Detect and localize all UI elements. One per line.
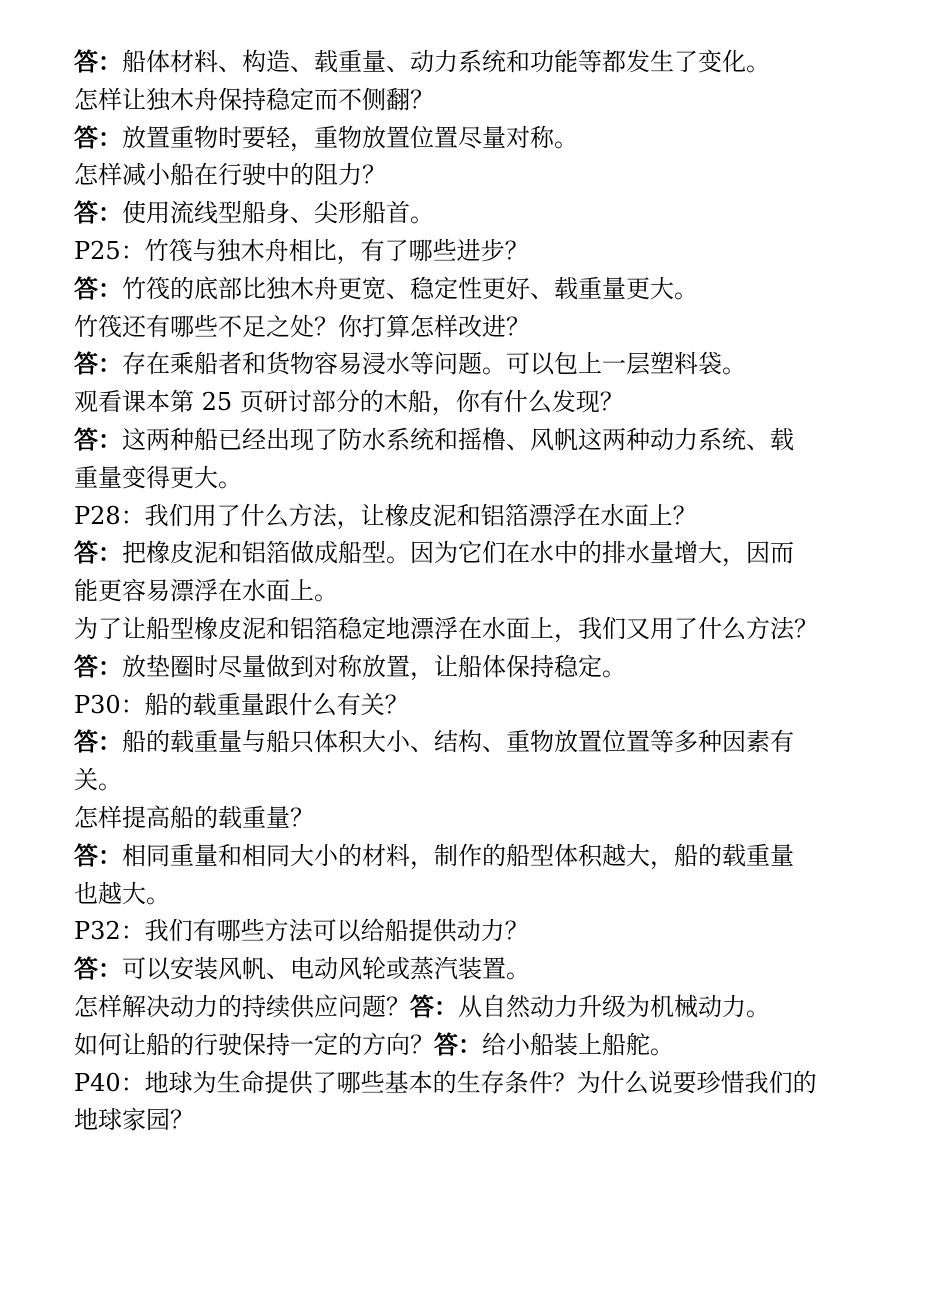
- question-line: [74, 82, 874, 120]
- question-text: P28：我们用了什么方法，让橡皮泥和铝箔漂浮在水面上？: [74, 501, 697, 530]
- answer-line: [74, 951, 874, 989]
- question-line: [74, 384, 874, 422]
- question-line: [74, 913, 874, 951]
- answer-text: 放垫圈时尽量做到对称放置，让船体保持稳定。: [122, 652, 626, 681]
- question-line: [74, 611, 874, 649]
- answer-line: [74, 838, 874, 876]
- answer-label: 答：: [74, 425, 122, 454]
- question-line: [74, 800, 874, 838]
- question-text: P40：地球为生命提供了哪些基本的生存条件？为什么说要珍惜我们的: [74, 1068, 817, 1097]
- question-text: 观看课本第 25 页研讨部分的木船，你有什么发现？: [74, 388, 624, 417]
- question-text: 如何让船的行驶保持一定的方向？: [74, 1030, 434, 1059]
- continuation-line: [74, 460, 874, 498]
- question-line: [74, 687, 874, 725]
- answer-label: 答：: [74, 955, 122, 984]
- answer-label: 答：: [74, 728, 122, 757]
- answer-line: [74, 120, 874, 158]
- continuation-line: [74, 1102, 874, 1140]
- answer-text: 船体材料、构造、载重量、动力系统和功能等都发生了变化。: [122, 48, 770, 76]
- answer-label: 答：: [74, 274, 122, 303]
- answer-text: 地球家园？: [74, 1106, 194, 1135]
- question-text: 怎样提高船的载重量？: [74, 803, 314, 832]
- answer-line: [74, 649, 874, 687]
- question-text: P30：船的载重量跟什么有关？: [74, 690, 409, 719]
- answer-text: 可以安装风帆、电动风轮或蒸汽装置。: [122, 955, 530, 984]
- answer-line: [74, 422, 874, 460]
- question-text: 怎样减小船在行驶中的阻力？: [74, 161, 386, 190]
- answer-label: 答：: [434, 1030, 482, 1059]
- answer-text: 存在乘船者和货物容易浸水等问题。可以包上一层塑料袋。: [122, 350, 746, 379]
- answer-text: 船的载重量与船只体积大小、结构、重物放置位置等多种因素有: [122, 728, 794, 757]
- continuation-line: [74, 876, 874, 914]
- document-page: [74, 44, 874, 1140]
- question-text: 为了让船型橡皮泥和铝箔稳定地漂浮在水面上，我们又用了什么方法？: [74, 614, 818, 643]
- answer-label: 答：: [74, 199, 122, 228]
- answer-text: 从自然动力升级为机械动力。: [458, 992, 770, 1021]
- answer-text: 使用流线型船身、尖形船首。: [122, 199, 434, 228]
- answer-line: [74, 1027, 874, 1065]
- question-line: [74, 1065, 874, 1103]
- answer-line: [74, 44, 874, 82]
- answer-line: [74, 195, 874, 233]
- question-line: [74, 157, 874, 195]
- answer-text: 把橡皮泥和铝箔做成船型。因为它们在水中的排水量增大，因而: [122, 539, 794, 568]
- answer-label: 答：: [74, 48, 122, 76]
- answer-line: [74, 346, 874, 384]
- answer-line: [74, 535, 874, 573]
- answer-line: [74, 724, 874, 762]
- answer-label: 答：: [74, 841, 122, 870]
- continuation-line: [74, 762, 874, 800]
- question-text: 怎样让独木舟保持稳定而不侧翻？: [74, 85, 434, 114]
- answer-label: 答：: [74, 652, 122, 681]
- answer-text: 能更容易漂浮在水面上。: [74, 577, 338, 606]
- answer-text: 这两种船已经出现了防水系统和摇橹、风帆这两种动力系统、载: [122, 425, 794, 454]
- answer-text: 放置重物时要轻，重物放置位置尽量对称。: [122, 123, 578, 152]
- answer-label: 答：: [74, 350, 122, 379]
- answer-label: 答：: [410, 992, 458, 1021]
- answer-text: 重量变得更大。: [74, 463, 242, 492]
- answer-text: 竹筏的底部比独木舟更宽、稳定性更好、载重量更大。: [122, 274, 698, 303]
- answer-label: 答：: [74, 123, 122, 152]
- question-text: 怎样解决动力的持续供应问题？: [74, 992, 410, 1021]
- answer-text: 也越大。: [74, 879, 170, 908]
- answer-label: 答：: [74, 539, 122, 568]
- answer-line: [74, 989, 874, 1027]
- question-text: P25：竹筏与独木舟相比，有了哪些进步？: [74, 236, 529, 265]
- answer-text: 相同重量和相同大小的材料，制作的船型体积越大，船的载重量: [122, 841, 794, 870]
- question-line: [74, 233, 874, 271]
- answer-text: 关。: [74, 766, 122, 795]
- answer-line: [74, 271, 874, 309]
- continuation-line: [74, 573, 874, 611]
- answer-text: 给小船装上船舵。: [482, 1030, 674, 1059]
- question-text: 竹筏还有哪些不足之处？你打算怎样改进？: [74, 312, 530, 341]
- question-line: [74, 498, 874, 536]
- question-text: P32：我们有哪些方法可以给船提供动力？: [74, 917, 529, 946]
- question-line: [74, 309, 874, 347]
